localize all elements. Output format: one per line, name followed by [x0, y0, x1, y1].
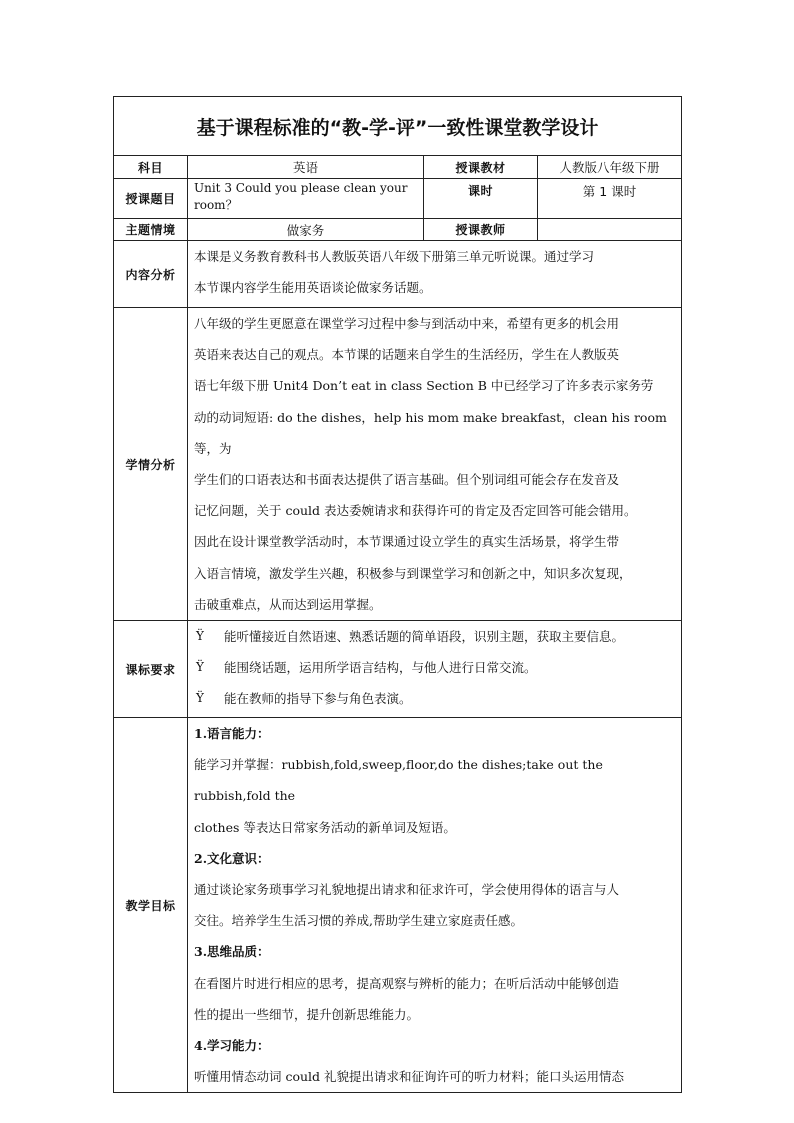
learner-line: 因此在设计课堂教学活动时，本节课通过设立学生的真实生活场景，将学生带 — [194, 534, 620, 550]
learner-line: 击破重难点，从而达到运用掌握。 — [194, 596, 382, 612]
curriculum-standard-list — [188, 621, 682, 718]
goal-line: 通过谈论家务琐事学习礼貌地提出请求和征求许可，学会使用得体的语言与人 — [194, 882, 620, 898]
list-item: Ÿ 能听懂接近自然语速、熟悉话题的简单语段，识别主题，获取主要信息。 — [194, 621, 677, 652]
topic-label: 授课题目 — [114, 179, 188, 219]
content-line: 本课是义务教育教科书人教版英语八年级下册第三单元听说课。通过学习 — [194, 249, 595, 264]
learner-line: 动的动词短语: do the dishes，help his mom make breakfast，clean his room 等，为 — [194, 409, 667, 456]
bullet-icon: Ÿ — [196, 659, 204, 674]
goal-heading: 2.文化意识： — [194, 850, 270, 866]
content-analysis-label: 内容分析 — [114, 241, 188, 308]
content-analysis-text — [188, 241, 682, 308]
curriculum-standard-label: 课标要求 — [114, 621, 188, 718]
goal-line: clothes 等表达日常家务活动的新单词及短语。 — [194, 819, 456, 835]
goal-line: 交往。培养学生生活习惯的养成,帮助学生建立家庭责任感。 — [194, 913, 523, 929]
goal-line: 性的提出一些细节，提升创新思维能力。 — [194, 1006, 420, 1022]
content-line: 本节课内容学生能用英语谈论做家务话题。 — [194, 280, 432, 296]
document-title: 基于课程标准的“教-学-评”一致性课堂教学设计 — [114, 97, 682, 156]
learner-line: 语七年级下册 Unit4 Don’t eat in class Section B 中已经学习了许多表示家务劳 — [194, 378, 654, 394]
goal-heading: 4.学习能力： — [194, 1038, 270, 1054]
subject-value: 英语 — [188, 156, 424, 179]
list-item: Ÿ 能在教师的指导下参与角色表演。 — [194, 683, 677, 714]
learner-analysis-text — [188, 308, 682, 621]
goal-line: 在看图片时进行相应的思考，提高观察与辨析的能力；在听后活动中能够创造 — [194, 975, 620, 991]
teaching-goals-text — [188, 718, 682, 1093]
lesson-plan-table — [113, 96, 682, 1093]
subject-label: 科目 — [114, 156, 188, 179]
teacher-value — [538, 219, 682, 241]
goal-heading: 1.语言能力： — [194, 726, 270, 742]
bullet-icon: Ÿ — [196, 628, 204, 643]
teaching-goals-label: 教学目标 — [114, 718, 188, 1093]
period-value: 第 1 课时 — [538, 179, 682, 219]
textbook-value: 人教版八年级下册 — [538, 156, 682, 179]
textbook-label: 授课教材 — [424, 156, 538, 179]
goal-line: 听懂用情态动词 could 礼貌提出请求和征询许可的听力材料；能口头运用情态 — [194, 1069, 625, 1085]
list-item: Ÿ 能围绕话题，运用所学语言结构，与他人进行日常交流。 — [194, 652, 677, 683]
teacher-label: 授课教师 — [424, 219, 538, 241]
learner-line: 八年级的学生更愿意在课堂学习过程中参与到活动中来，希望有更多的机会用 — [194, 316, 620, 331]
theme-label: 主题情境 — [114, 219, 188, 241]
learner-line: 学生们的口语表达和书面表达提供了语言基础。但个别词组可能会存在发音及 — [194, 472, 620, 488]
goal-heading: 3.思维品质： — [194, 944, 270, 960]
learner-line: 英语来表达自己的观点。本节课的话题来自学生的生活经历，学生在人教版英 — [194, 347, 620, 363]
learner-analysis-label: 学情分析 — [114, 308, 188, 621]
theme-value: 做家务 — [188, 219, 424, 241]
learner-line: 入语言情境，激发学生兴趣，积极参与到课堂学习和创新之中，知识多次复现， — [194, 565, 632, 581]
period-label: 课时 — [424, 179, 538, 219]
bullet-icon: Ÿ — [196, 690, 204, 705]
learner-line: 记忆问题，关于 could 表达委婉请求和获得许可的肯定及否定回答可能会错用。 — [194, 503, 637, 519]
topic-value: Unit 3 Could you please clean your room？ — [188, 179, 424, 219]
goal-line: 能学习并掌握：rubbish,fold,sweep,floor,do the dishes;take out the rubbish,fold the — [194, 757, 603, 804]
